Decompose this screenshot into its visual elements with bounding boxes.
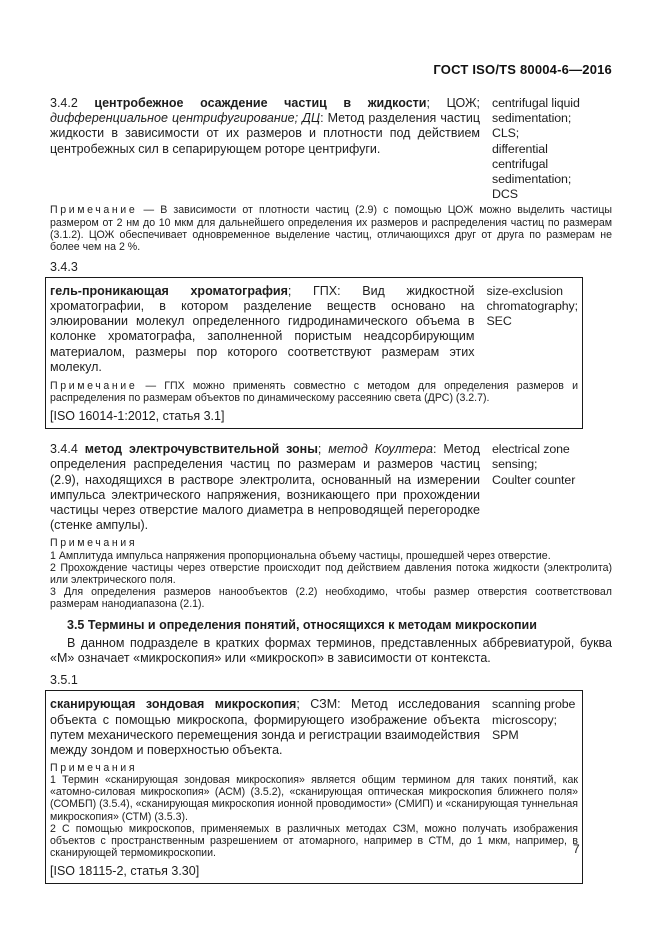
text-line: 1 Термин «сканирующая зондовая микроскопия» является общим термином для таких понятий, как «атомно-силовая микроскопия» (АСМ) (3.5.2), «сканирующая оптическая микроскопия ближнего поля» (СОМБП) (3.5.4), «сканирующая микроскопия ионной проводимости» (СМИП) и «сканирующая туннельная микроскопия» (СТМ) (3.5.3). xyxy=(50,774,578,823)
term-title: гель-проникающая хроматография xyxy=(50,283,288,298)
term-number: 3.4.2 xyxy=(50,96,78,110)
document-title: ГОСТ ISO/TS 80004-6—2016 xyxy=(433,62,612,77)
text-line: centrifugal xyxy=(492,156,549,171)
definition-box-3-5-1 xyxy=(45,690,583,884)
notes-3-5-1 xyxy=(50,762,578,859)
term-synonym: метод Коултера xyxy=(328,442,433,457)
term-number: 3.4.4 xyxy=(50,442,78,457)
source-reference: [ISO 18115-2, статья 3.30] xyxy=(50,863,200,878)
text-line: sedimentation; xyxy=(492,111,572,126)
note-text: — ГПХ можно применять совместно с методом для определения размеров и распределения по размерам объектов по динамическому рассеянию света (ДРС) (3.2.7). xyxy=(50,380,578,405)
text-line: chromatography; xyxy=(486,299,578,313)
note-3-4-2 xyxy=(50,204,612,252)
term-definition-ru xyxy=(50,697,480,758)
notes-items xyxy=(50,774,578,859)
source-reference: [ISO 16014-1:2012, статья 3.1] xyxy=(50,409,225,424)
term-english-equivalent xyxy=(492,96,580,202)
term-english-equivalent xyxy=(487,284,578,330)
term-definition-text: ; ГПХ: Вид жидкостной хроматографии, в котором разделение веществ основано на элюировании молекул определенного гидродинамического объема в колонке хроматографа, заполненной пористым неадсорбирующим материалом, размеры пор которого соответствуют размерам этих молекул. xyxy=(50,283,475,374)
note-text: — В зависимости от плотности частиц (2.9) с помощью ЦОЖ можно выделить частицы размером от 2 нм до 10 мкм для дальнейшего определения их размеров и распределения частиц по размерам (3.1.2). ЦОЖ обеспечивает одновременное выделение частиц, отличающихся друг от друга по размерам не более чем на 2 %. xyxy=(50,204,612,253)
text-line: CLS; xyxy=(492,126,520,141)
term-title: сканирующая зондовая микроскопия xyxy=(50,697,297,712)
term-entry-3-5-1 xyxy=(50,697,578,758)
note-label: Примечание xyxy=(50,204,138,217)
note-3-4-3 xyxy=(50,380,578,404)
section-intro-3-5: В данном подразделе в кратких формах терминов, представленных аббревиатурой, буква «М» означает «микроскопия» или «микроскоп» в зависимости от контекста. xyxy=(50,635,612,666)
term-title: метод электрочувствительной зоны xyxy=(84,442,318,457)
term-title: центробежное осаждение частиц в жидкости xyxy=(94,96,427,110)
page-number: 7 xyxy=(573,842,580,856)
section-heading-3-5: 3.5 Термины и определения понятий, относящихся к методам микроскопии xyxy=(67,617,537,632)
text-line: centrifugal liquid xyxy=(492,96,580,110)
text-line: scanning probe xyxy=(492,697,576,712)
text-line: differential xyxy=(492,141,548,156)
page-content xyxy=(50,96,612,884)
text-line: 1 Амплитуда импульса напряжения пропорциональна объему частицы, прошедшей через отверстие. xyxy=(50,549,551,562)
text-line: 2 Прохождение частицы через отверстие происходит под действием давления потока жидкости (электролита) или электрического поля. xyxy=(50,561,612,586)
notes-items xyxy=(50,550,612,610)
text-line: electrical zone xyxy=(492,442,570,457)
term-definition-ru xyxy=(50,284,475,375)
term-separator: ; xyxy=(317,442,329,457)
notes-label: Примечания xyxy=(50,537,138,550)
text-line: SEC xyxy=(486,314,512,329)
note-label: Примечание xyxy=(50,380,138,393)
text-line: 3 Для определения размеров нанообъектов (2.2) необходимо, чтобы размер отверстия соответствовал размерам нанодиапазона (2.1). xyxy=(50,585,612,610)
text-line: Coulter counter xyxy=(492,472,576,487)
term-number-3-5-1: 3.5.1 xyxy=(50,673,78,688)
term-definition-text: ; СЗМ: Метод исследования объекта с помощью микроскопа, формирующего изображение объекта путем механического перемещения зонда и регистрации взаимодействия между зондом и поверхностью объекта. xyxy=(50,697,480,757)
definition-box-3-4-3 xyxy=(45,277,583,429)
notes-label: Примечания xyxy=(50,762,138,775)
term-definition-text: : Метод разделения частиц жидкости в зависимости от их размеров и плотности под действием центробежных сил в сепарирующем роторе центрифуги. xyxy=(50,111,480,156)
term-abbr: ; ЦОЖ; xyxy=(426,96,481,110)
term-english-equivalent xyxy=(492,442,575,488)
term-entry-3-4-2 xyxy=(50,96,612,202)
text-line: sedimentation; xyxy=(492,172,572,187)
text-line: 2 С помощью микроскопов, применяемых в различных методах СЗМ, можно получать изображения объектов с пространственным разрешением от атомарного, например в СТМ, до 1 мкм, например, в сканирующей термомикроскопии. xyxy=(50,822,578,859)
term-entry-3-4-4 xyxy=(50,442,612,533)
term-entry-3-4-3 xyxy=(50,284,578,375)
text-line: SPM xyxy=(492,727,519,742)
term-english-equivalent xyxy=(492,697,575,743)
term-synonym: дифференциальное центрифугирование; ДЦ xyxy=(50,111,321,126)
text-line: DCS xyxy=(492,187,518,202)
notes-3-4-4 xyxy=(50,537,612,610)
term-definition-ru xyxy=(50,96,480,157)
term-definition-text: : Метод определения распределения частиц по размерам и размеров частиц (2.9), находящихся в растворе электролита, основанный на измерении импульса электрического напряжения, возникающего при прохождении частицы через отверстие малого диаметра в непроводящей перегородке (стенке ампулы). xyxy=(50,442,480,533)
term-definition-ru xyxy=(50,442,480,533)
text-line: microscopy; xyxy=(492,712,557,727)
text-line: sensing; xyxy=(492,457,538,472)
term-number-3-4-3: 3.4.3 xyxy=(50,259,78,274)
text-line: size-exclusion xyxy=(486,283,563,298)
